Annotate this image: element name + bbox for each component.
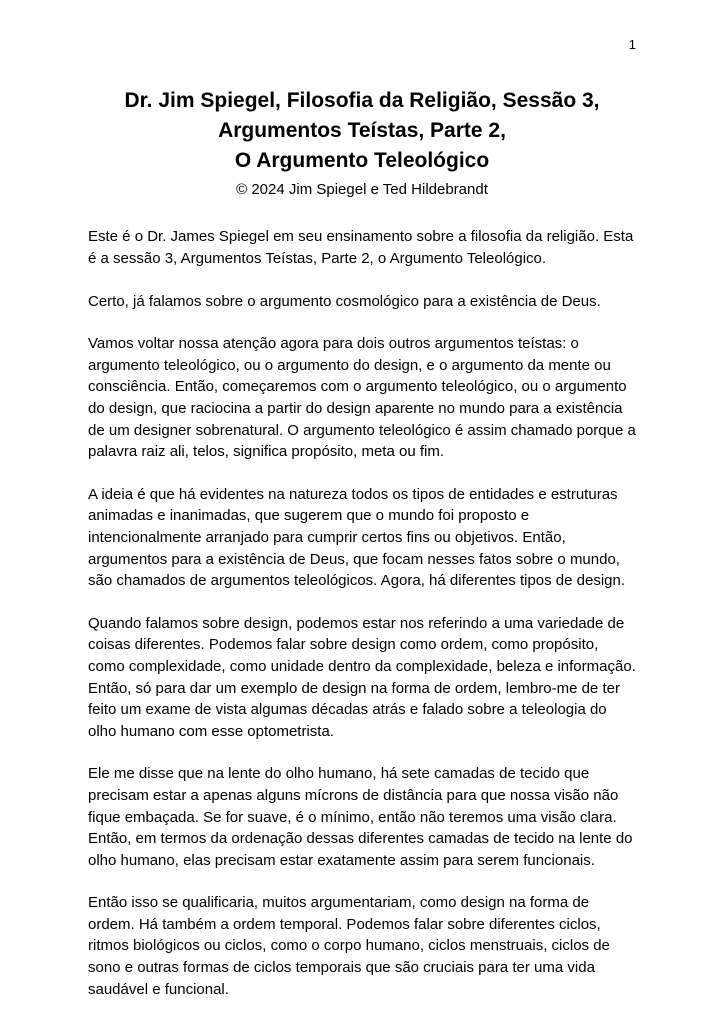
- paragraph-6: Ele me disse que na lente do olho humano, há sete camadas de tecido que precisam estar a apenas alguns mícrons de distância para que nossa visão não fique embaçada. Se for suave, é o mínimo, então não teremos uma visão clara. Então, em termos da ordenação dessas diferentes camadas de tecido na lente do olho humano, elas precisam estar exatamente assim para serem funcionais.: [88, 765, 633, 869]
- title-line-1: Dr. Jim Spiegel, Filosofia da Religião, Sessão 3,: [124, 89, 600, 112]
- page-number: 1: [628, 37, 636, 52]
- title-line-2: Argumentos Teístas, Parte 2,: [218, 118, 506, 142]
- copyright-line: © 2024 Jim Spiegel e Ted Hildebrandt: [236, 181, 488, 199]
- paragraph-5: Quando falamos sobre design, podemos estar nos referindo a uma variedade de coisas diferentes. Podemos falar sobre design como ordem, como propósito, como complexidade, como unidade dentro da complexidade, beleza e informação. Então, só para dar um exemplo de design na forma de ordem, lembro-me de ter feito um exame de vista algumas décadas atrás e falado sobre a teleologia do olho humano com esse optometrista.: [88, 614, 636, 740]
- document-title: [88, 86, 636, 175]
- paragraph-4: A ideia é que há evidentes na natureza todos os tipos de entidades e estruturas animadas e inanimadas, que sugerem que o mundo foi proposto e intencionalmente arranjado para cumprir certos fins ou objetivos. Então, argumentos para a existência de Deus, que focam nesses fatos sobre o mundo, são chamados de argumentos teleológicos. Agora, há diferentes tipos de design.: [88, 485, 626, 590]
- paragraph-3: Vamos voltar nossa atenção agora para dois outros argumentos teístas: o argumento teleológico, ou o argumento do design, e o argumento da mente ou consciência. Então, começaremos com o argumento teleológico, ou o argumento do design, que raciocina a partir do design aparente no mundo para a existência de um designer sobrenatural. O argumento teleológico é assim chamado porque a palavra raiz ali, telos, significa propósito, meta ou fim.: [88, 335, 636, 461]
- paragraph-1: Este é o Dr. James Spiegel em seu ensinamento sobre a filosofia da religião. Esta é a sessão 3, Argumentos Teístas, Parte 2, o Argumento Teleológico.: [88, 228, 634, 268]
- paragraph-7: Então isso se qualificaria, muitos argumentariam, como design na forma de ordem. Há também a ordem temporal. Podemos falar sobre diferentes ciclos, ritmos biológicos ou ciclos, como o corpo humano, ciclos menstruais, ciclos de sono e outras formas de ciclos temporais que são cruciais para ter uma vida saudável e funcional.: [88, 894, 610, 998]
- paragraph-2: Certo, já falamos sobre o argumento cosmológico para a existência de Deus.: [88, 292, 601, 310]
- document-body: [88, 226, 636, 1000]
- title-line-3: O Argumento Teleológico: [234, 148, 490, 172]
